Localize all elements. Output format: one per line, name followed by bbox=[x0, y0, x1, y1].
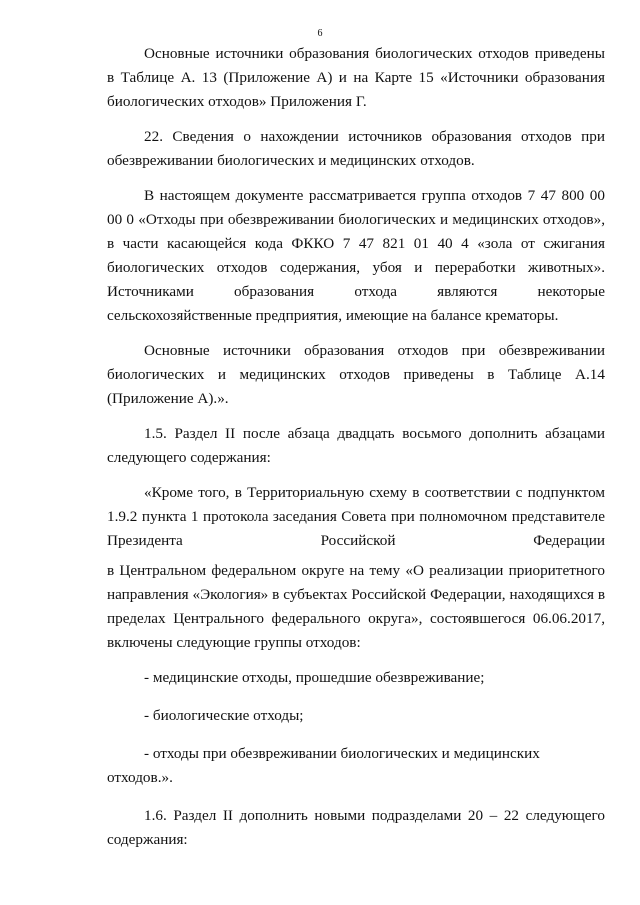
paragraph-waste-group-description: В настоящем документе рассматривается группа отходов 7 47 800 00 00 0 «Отходы при обезвреживании биологических и медицинских отходов», в части касающейся кода ФККО 7 47 821 01 40 4 «зола от сжигания биологических отходов содержания, убоя и переработки животных». Источниками образования отхода являются некоторые сельскохозяйственные предприятия, имеющие на балансе крематоры. bbox=[107, 187, 605, 324]
paragraph-medical-sources: Основные источники образования отходов при обезвреживании биологических и медицинских отходов приведены в Таблице А.14 (Приложение А).». bbox=[107, 342, 605, 407]
document-body bbox=[107, 42, 605, 863]
page-number: 6 bbox=[317, 28, 323, 39]
paragraph-amendment-1-5: 1.5. Раздел II после абзаца двадцать восьмого дополнить абзацами следующего содержания: bbox=[107, 425, 605, 466]
paragraph-section-22-heading: 22. Сведения о нахождении источников образования отходов при обезвреживании биологических и медицинских отходов. bbox=[107, 128, 605, 169]
paragraph-amendment-1-6: 1.6. Раздел II дополнить новыми подразделами 20 – 22 следующего содержания: bbox=[107, 807, 605, 848]
list-item-biological-waste: - биологические отходы; bbox=[144, 707, 304, 724]
list-item-neutralization-waste: - отходы при обезвреживании биологических и медицинских отходов.». bbox=[107, 745, 540, 786]
paragraph-protocol-reference-part1: «Кроме того, в Территориальную схему в соответствии с подпунктом 1.9.2 пункта 1 протокола заседания Совета при полномочном представителе Президента Российской Федерации bbox=[107, 484, 605, 549]
paragraph-biological-sources: Основные источники образования биологических отходов приведены в Таблице А. 13 (Приложение А) и на Карте 15 «Источники образования биологических отходов» Приложения Г. bbox=[107, 45, 605, 110]
list-item-medical-waste: - медицинские отходы, прошедшие обезвреживание; bbox=[144, 669, 485, 686]
paragraph-protocol-reference-part2: в Центральном федеральном округе на тему «О реализации приоритетного направления «Экология» в субъектах Российской Федерации, находящихся в пределах Центрального федерального округа», состоявшегося 06.06.2017, включены следующие группы отходов: bbox=[107, 562, 605, 651]
